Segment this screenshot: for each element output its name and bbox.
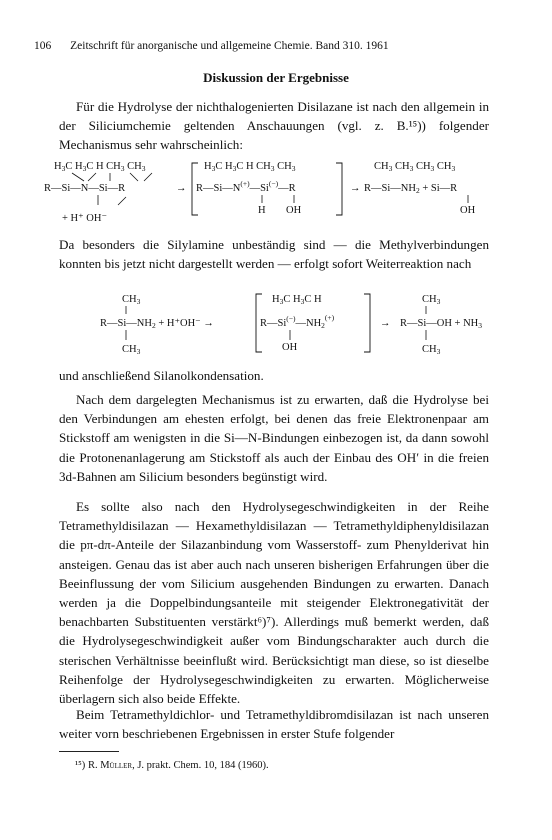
scheme1-arrow1: → — [176, 183, 187, 194]
footnote-citation: , J. prakt. Chem. 10, 184 (1960). — [132, 760, 269, 771]
footnote — [75, 760, 485, 771]
reaction-scheme-1 — [40, 157, 512, 227]
paragraph-mechanism — [59, 390, 489, 486]
paragraph-after-scheme-1 — [59, 235, 489, 273]
section-title: Diskussion der Ergebnisse — [203, 70, 349, 85]
scheme2-bracket-oh: OH — [282, 342, 298, 353]
scheme2-product-ch3-top: CH3 — [422, 294, 441, 306]
paragraph-after-scheme-2 — [59, 366, 489, 385]
paragraph-last — [59, 705, 489, 743]
paragraph-intro — [59, 97, 489, 155]
scheme2-left: R—Si—NH2 + H⁺OH⁻ → — [100, 318, 214, 330]
scheme2-ch3-top: CH3 — [122, 294, 141, 306]
scheme2-arrow: → — [380, 318, 391, 329]
paragraph-series — [59, 497, 489, 708]
scheme-1-drawing — [40, 157, 512, 227]
scheme1-substituents: H3C H3C H CH3 CH3 — [54, 161, 146, 173]
scheme1-intermediate-bottom: H — [258, 205, 266, 216]
scheme2-right: R—Si—OH + NH3 — [400, 318, 483, 330]
footnote-author: R. Müller — [87, 760, 133, 771]
reaction-scheme-2 — [40, 290, 512, 362]
scheme1-intermediate-oh: OH — [286, 205, 302, 216]
scheme2-product-ch3-bottom: CH3 — [422, 344, 441, 356]
scheme2-bracket-mid: R—Si(−)—NH2(+) — [260, 313, 335, 330]
scheme1-intermediate-mid: R—Si—N(+)—Si(−)—R — [196, 179, 296, 194]
paragraph-text: Nach dem dargelegten Mechanismus ist zu erwarten, daß die Hydrolyse bei den Verbindungen am ehesten erfolgt, bei denen das freie Elektronenpaar am Stickstoff am wenigsten in die Si—N-Bindungen einbezogen ist, da dann sowohl die Protonenanlagerung am Stickstoff als auch der Einbau des OH′ in die freien 3d-Bahnen am Silicium besonders begünstigt wird. — [59, 392, 489, 484]
page-number: 106 — [34, 40, 52, 52]
paragraph-text: Da besonders die Silylamine unbeständig sind — die Methylverbindungen konnten bis jetzt nicht dargestellt werden — erfolgt sofort Weiterreaktion nach — [59, 237, 489, 272]
scheme1-product-top: CH3 CH3 CH3 CH3 — [374, 161, 456, 173]
scheme-2-drawing — [40, 290, 512, 362]
scheme1-product-oh: OH — [460, 205, 476, 216]
scheme1-backbone: R—Si—N—Si—R — [44, 183, 126, 194]
footnote-rule — [59, 751, 119, 752]
scheme1-water: + H⁺ OH⁻ — [62, 213, 108, 224]
scheme1-arrow2: → — [350, 183, 361, 194]
footnote-number: ¹⁵) — [75, 760, 86, 771]
scheme2-ch3-bottom: CH3 — [122, 344, 141, 356]
journal-title: Zeitschrift für anorganische und allgemeine Chemie. Band 310. 1961 — [70, 40, 389, 52]
running-header — [34, 40, 490, 52]
paragraph-text: Für die Hydrolyse der nichthalogenierten Disilazane ist nach den allgemein in der Siliciumchemie geltenden Anschauungen (vgl. z. B.¹⁵)) folgender Mechanismus sehr wahrscheinlich: — [59, 99, 489, 153]
paragraph-text: Es sollte also nach den Hydrolysegeschwindigkeiten in der Reihe Tetramethyldisilazan — Hexamethyldisilazan — Tetramethyldiphenyldisilazan die pπ-dπ-Anteile der Silazanbindung vom Wasserstoff- zum Phenylderivat hin ansteigen. Genau das ist aber auch nach unseren bisherigen Erfahrungen über die Beeinflussung der vom Silicium ausgehenden Bindungen zu erwarten. Danach werden ja die Doppelbindungsanteile mit steigender Elektronegativität der benachbarten Substituenten verstärkt⁶)⁷). Allerdings muß bemerkt werden, daß die Hydrolysegeschwindigkeit außer vom Bindungscharakter auch durch die sterischen Verhältnisse beeinflußt wird. Berücksichtigt man diese, so ist dieselbe Reihenfolge der Hydrolysegeschwindigkeiten zu erwarten. Möglicherweise überlagern sich also beide Effekte. — [59, 499, 489, 707]
scheme1-intermediate-top: H3C H3C H CH3 CH3 — [204, 161, 296, 173]
paragraph-text: und anschließend Silanolkondensation. — [59, 368, 264, 383]
scheme1-product-mid: R—Si—NH2 + Si—R — [364, 183, 458, 195]
paragraph-text: Beim Tetramethyldichlor- und Tetramethyldibromdisilazan ist nach unseren weiter vorn beschriebenen Ergebnissen in erster Stufe folgender — [59, 707, 489, 742]
scheme2-bracket-top: H3C H3C H — [272, 294, 322, 306]
